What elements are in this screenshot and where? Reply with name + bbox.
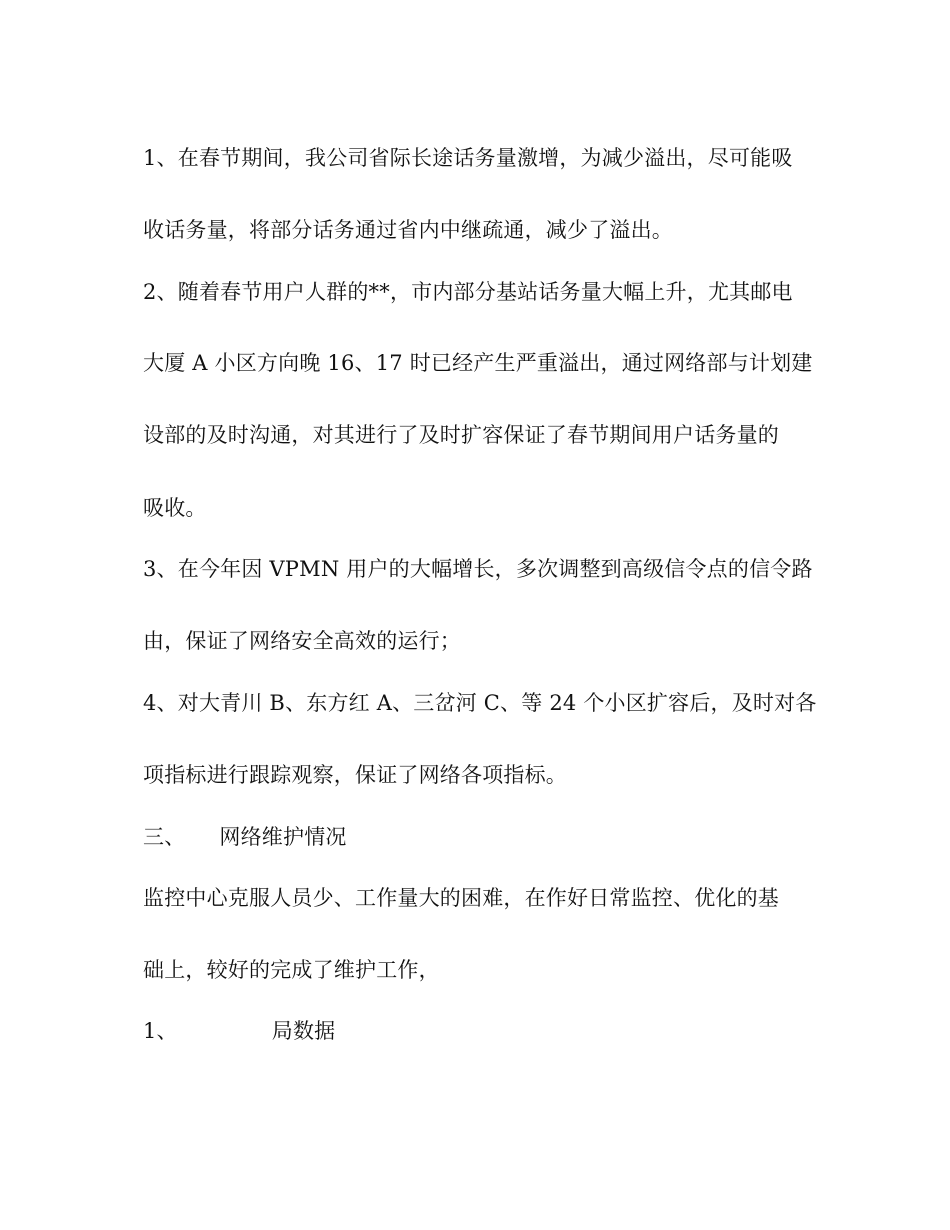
- paragraph-line: 监控中心克服人员少、工作量大的困难，在作好日常监控、优化的基: [143, 886, 779, 910]
- paragraph-line: 收话务量，将部分话务通过省内中继疏通，减少了溢出。: [143, 218, 673, 242]
- subsection-number: 1、: [143, 1019, 178, 1043]
- paragraph-line: 4、对大青川 B、东方红 A、三岔河 C、等 24 个小区扩容后，及时对各: [143, 691, 817, 715]
- subsection-heading: [143, 1017, 335, 1045]
- paragraph-line: 础上，较好的完成了维护工作，: [143, 958, 440, 982]
- paragraph-line: 2、随着春节用户人群的**，市内部分基站话务量大幅上升，尤其邮电: [143, 280, 793, 304]
- paragraph-line: 大厦 A 小区方向晚 16、17 时已经产生严重溢出，通过网络部与计划建: [143, 351, 813, 375]
- section-heading: [143, 823, 347, 851]
- paragraph-line: 3、在今年因 VPMN 用户的大幅增长，多次调整到高级信令点的信令路: [143, 557, 813, 581]
- section-heading-number: 三、: [143, 825, 186, 849]
- paragraph-line: 吸收。: [143, 496, 207, 520]
- paragraph-line: 项指标进行跟踪观察，保证了网络各项指标。: [143, 763, 567, 787]
- paragraph-line: 设部的及时沟通，对其进行了及时扩容保证了春节期间用户话务量的: [143, 423, 779, 447]
- section-heading-title: 网络维护情况: [219, 825, 347, 849]
- paragraph-line: 由，保证了网络安全高效的运行；: [143, 629, 461, 653]
- subsection-title: 局数据: [271, 1019, 336, 1043]
- paragraph-line: 1、在春节期间，我公司省际长途话务量激增，为减少溢出，尽可能吸: [143, 146, 793, 170]
